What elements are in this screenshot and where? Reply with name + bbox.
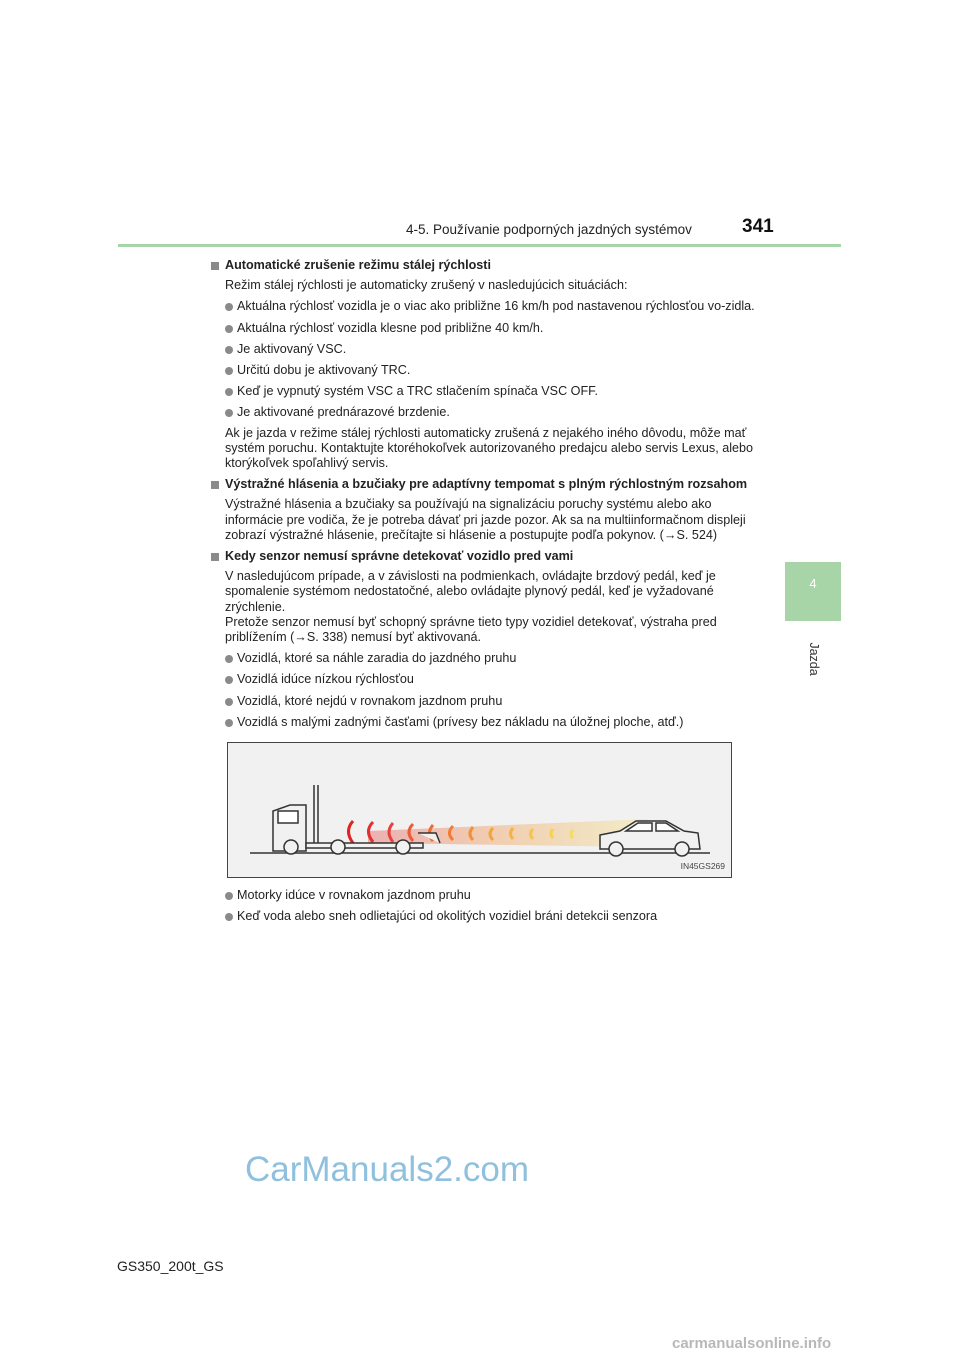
chapter-label-container [806, 630, 822, 690]
section-heading: Kedy senzor nemusí správne detekovať vozidlo pred vami [210, 549, 755, 564]
circle-bullet-icon [225, 913, 233, 921]
figure-code: IN45GS269 [680, 860, 725, 871]
circle-bullet-icon [225, 388, 233, 396]
circle-bullet-icon [225, 719, 233, 727]
list-item: Motorky idúce v rovnakom jazdnom pruhu [210, 888, 755, 903]
illustration-figure [227, 742, 732, 878]
circle-bullet-icon [225, 303, 233, 311]
circle-bullet-icon [225, 367, 233, 375]
chapter-label: Jazda [807, 642, 821, 676]
circle-bullet-icon [225, 676, 233, 684]
square-bullet-icon [211, 553, 219, 561]
circle-bullet-icon [225, 346, 233, 354]
list-item: Vozidlá, ktoré sa náhle zaradia do jazdného pruhu [210, 651, 755, 666]
circle-bullet-icon [225, 409, 233, 417]
footer-site-watermark[interactable]: carmanualsonline.info [672, 1335, 832, 1352]
list-item: Keď voda alebo sneh odlietajúci od okolitých vozidiel bráni detekcii senzora [210, 909, 755, 924]
list-item: Je aktivovaný VSC. [210, 342, 755, 357]
list-item: Vozidlá, ktoré nejdú v rovnakom jazdnom pruhu [210, 694, 755, 709]
list-item: Keď je vypnutý systém VSC a TRC stlačením spínača VSC OFF. [210, 384, 755, 399]
section-intro: V nasledujúcom prípade, a v závislosti na podmienkach, ovládajte brzdový pedál, keď je spomalenie systémom nedostatočné, alebo ovládajte plynový pedál, keď je vyžadované zrýchlenie. [225, 569, 716, 614]
list-item: Aktuálna rýchlosť vozidla je o viac ako približne 16 km/h pod nastavenou rýchlosťou vo-zidla. [210, 299, 755, 314]
chapter-tab[interactable] [785, 562, 841, 621]
circle-bullet-icon [225, 655, 233, 663]
circle-bullet-icon [225, 325, 233, 333]
square-bullet-icon [211, 262, 219, 270]
page-content [210, 256, 755, 924]
section-intro: Režim stálej rýchlosti je automaticky zrušený v nasledujúcich situáciách: [225, 278, 628, 293]
section-heading: Automatické zrušenie režimu stálej rýchlosti [210, 258, 755, 273]
chapter-number: 4 [809, 576, 817, 591]
header-section-title: 4-5. Používanie podporných jazdných systémov [406, 222, 692, 237]
list-item: Je aktivované prednárazové brzdenie. [210, 405, 755, 420]
watermark-logo[interactable]: CarManuals2.com [245, 1150, 529, 1189]
list-item: Vozidlá idúce nízkou rýchlosťou [210, 672, 755, 687]
list-item: Vozidlá s malými zadnými časťami (prívesy bez nákladu na úložnej ploche, atď.) [210, 715, 755, 730]
section-intro: Výstražné hlásenia a bzučiaky sa používajú na signalizáciu poruchy systému alebo ako informácie pre vodiča, že je potreba dávať pri jazde pozor. Ak sa na multiinformačnom displeji zobrazí výstražné hlásenie, prečítajte si hlásenie a postupujte podľa pokynov. (→S. 524) [225, 497, 746, 542]
circle-bullet-icon [225, 892, 233, 900]
truck-trailer-sensor-illustration [228, 743, 731, 877]
list-item: Určitú dobu je aktivovaný TRC. [210, 363, 755, 378]
square-bullet-icon [211, 481, 219, 489]
section-heading: Výstražné hlásenia a bzučiaky pre adaptívny tempomat s plným rýchlostným rozsahom [210, 477, 755, 492]
header-rule [118, 244, 841, 247]
list-item: Aktuálna rýchlosť vozidla klesne pod približne 40 km/h. [210, 321, 755, 336]
page-number: 341 [742, 216, 774, 237]
circle-bullet-icon [225, 698, 233, 706]
section-intro-2: Pretože senzor nemusí byť schopný správne tieto typy vozidiel detekovať, výstraha pred priblížením (→S. 338) nemusí byť aktivovaná. [225, 614, 717, 645]
model-code: GS350_200t_GS [117, 1258, 224, 1274]
section-outro: Ak je jazda v režime stálej rýchlosti automaticky zrušená z nejakého iného dôvodu, môže mať systém poruchu. Kontaktujte ktoréhokoľvek autorizovaného predajcu alebo servis Lexus, alebo ktorýkoľvek spoľahlivý servis. [225, 425, 754, 471]
